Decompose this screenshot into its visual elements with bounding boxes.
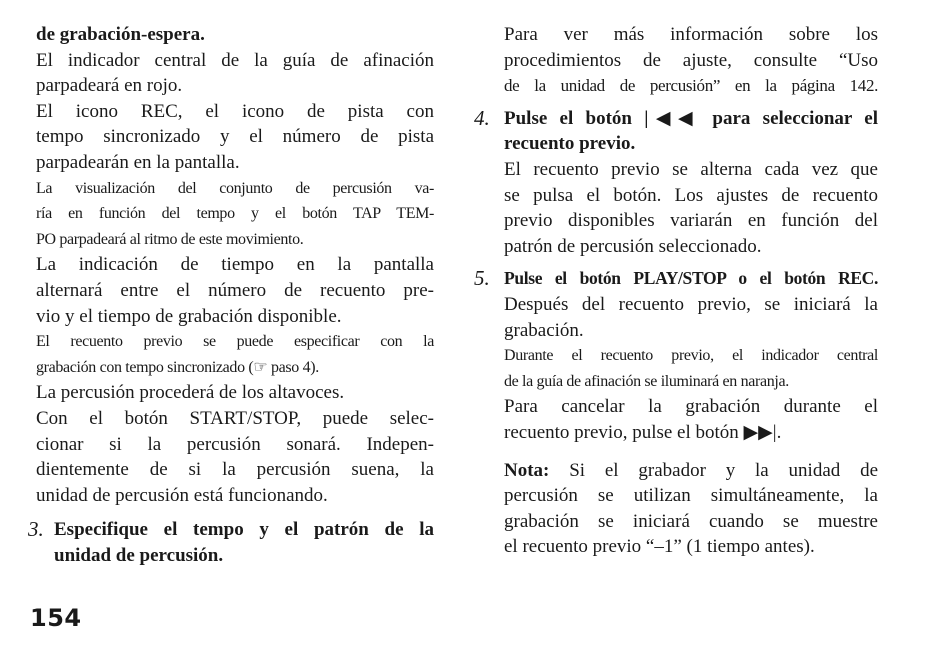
step-body [474,266,878,445]
step-number: 4. [474,105,490,130]
paragraph-precount-spec [36,329,434,380]
text-line: PO parpadeará al ritmo de este movimiento. [36,230,304,248]
paragraph-time-indication [36,252,434,329]
step-number: 3. [28,517,44,542]
text-line: grabación con tempo sincronizado (☞ paso 4). [36,358,319,376]
paragraph-rec-icon [36,99,434,176]
text-line: recuento previo, pulse el botón ▶▶|. [504,421,782,443]
text-line: recuento previo. [504,133,636,155]
text-line: el recuento previo “–1” (1 tiempo antes). [504,536,815,558]
text-line: La indicación de tiempo en la pantalla [36,254,434,276]
intro-heading-line: de grabación-espera. [36,24,205,45]
text-line: El recuento previo se puede especificar con la [36,333,434,351]
note-first-line [504,458,878,484]
note-label: Nota: [504,459,550,481]
step-number: 5. [474,266,490,291]
text-line: Pulse el botón |◀◀ para seleccionar el [504,107,878,129]
text-line: grabación se iniciará cuando se muestre [504,510,878,532]
text-line: cionar si la percusión sonará. Indepen- [36,433,434,455]
paragraph-drum-display [36,176,434,253]
text-line: ría en función del tempo y el botón TAP TEM- [36,205,434,223]
text-line: El icono REC, el icono de pista con [36,100,434,122]
right-column [474,22,878,560]
note-block [474,458,878,560]
text-line: El indicador central de la guía de afinación [36,49,434,71]
paragraph-tuning-indicator [36,48,434,99]
text-line: percusión se utilizan simultáneamente, la [504,485,878,507]
text-line: parpadearán en la pantalla. [36,151,240,173]
step-body [474,106,878,260]
page-number: 154 [30,604,82,632]
text-line: patrón de percusión seleccionado. [504,235,762,257]
text-line: parpadeará en rojo. [36,75,183,97]
step-heading [28,517,434,568]
text-line: grabación. [504,319,584,341]
text-line: de la unidad de percusión” en la página 142. [504,76,878,96]
left-column [28,22,434,568]
step-5 [474,266,878,445]
text-line: de la guía de afinación se iluminará en naranja. [504,372,789,390]
text-line: Pulse el botón PLAY/STOP o el botón REC. [504,268,878,289]
text-line: Después del recuento previo, se iniciará la [504,293,878,315]
step-4 [474,106,878,260]
note-text: Si el grabador y la unidad de [549,459,878,481]
text-line: alternará entre el número de recuento pre- [36,279,434,301]
text-line: La percusión procederá de los altavoces. [36,382,345,404]
text-line: unidad de percusión está funcionando. [36,484,328,506]
text-line: La visualización del conjunto de percusión va- [36,179,434,197]
text-line: Durante el recuento previo, el indicador central [504,347,878,365]
step-3 [28,517,434,568]
text-line: Para ver más información sobre los [504,24,878,45]
text-line: se pulsa el botón. Los ajustes de recuento [504,184,878,206]
paragraph-drum-speakers [36,380,434,508]
text-line: Especifique el tempo y el patrón de la [54,519,434,541]
text-line: previo disponibles variarán en función del [504,210,878,232]
paragraph-more-info [474,22,878,99]
text-line: tempo sincronizado y el número de pista [36,126,434,148]
text-line: unidad de percusión. [54,544,224,566]
text-line: vio y el tiempo de grabación disponible. [36,305,342,327]
text-line: dientemente de si la percusión suena, la [36,459,434,481]
text-line: El recuento previo se alterna cada vez que [504,158,878,180]
text-line: procedimientos de ajuste, consulte “Uso [504,49,878,71]
text-line: Para cancelar la grabación durante el [504,396,878,418]
text-line: Con el botón START/STOP, puede selec- [36,407,434,429]
